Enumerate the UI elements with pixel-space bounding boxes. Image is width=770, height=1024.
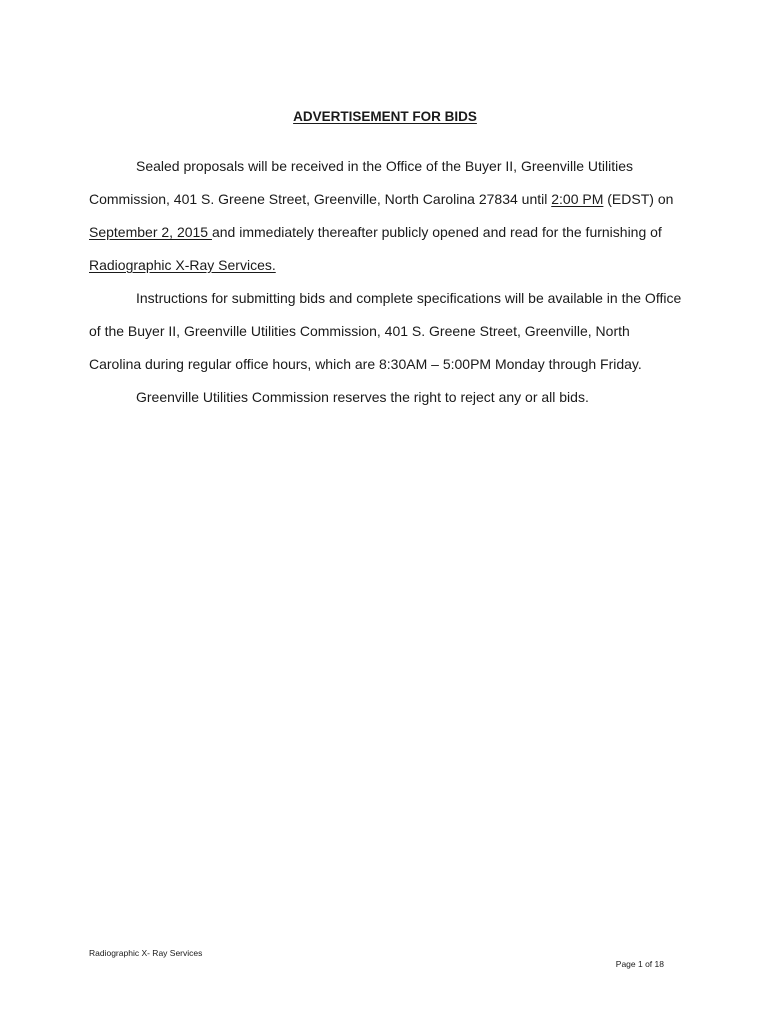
footer-document-name: Radiographic X- Ray Services bbox=[89, 948, 203, 958]
paragraph-1-line-3-text: and immediately thereafter publicly opened and read for the furnishing of bbox=[211, 224, 662, 240]
bid-opening-time: 2:00 PM bbox=[551, 191, 604, 207]
paragraph-1-line-1: Sealed proposals will be received in the Office of the Buyer II, Greenville Utilities bbox=[136, 158, 633, 174]
document-body bbox=[89, 150, 689, 414]
paragraph-1-line-2-tail: (EDST) on bbox=[603, 191, 674, 207]
service-name: Radiographic X-Ray Services. bbox=[89, 257, 276, 273]
paragraph-2-line-2: of the Buyer II, Greenville Utilities Commission, 401 S. Greene Street, Greenville, North bbox=[89, 323, 630, 339]
paragraph-1-line-3 bbox=[89, 216, 689, 249]
bid-opening-date: September 2, 2015 bbox=[89, 224, 212, 240]
document-title: ADVERTISEMENT FOR BIDS bbox=[293, 109, 477, 124]
footer-page-number: Page 1 of 18 bbox=[615, 959, 664, 969]
paragraph-1-line-4 bbox=[89, 249, 689, 282]
paragraph-2-line-1: Instructions for submitting bids and complete specifications will be available in the Office bbox=[136, 290, 682, 306]
paragraph-1-line-2-text: Commission, 401 S. Greene Street, Greenville, North Carolina 27834 until bbox=[89, 191, 552, 207]
paragraph-2-line-3: Carolina during regular office hours, which are 8:30AM – 5:00PM Monday through Friday. bbox=[89, 356, 642, 372]
paragraph-3: Greenville Utilities Commission reserves the right to reject any or all bids. bbox=[136, 389, 589, 405]
paragraph-1-line-2 bbox=[89, 183, 689, 216]
